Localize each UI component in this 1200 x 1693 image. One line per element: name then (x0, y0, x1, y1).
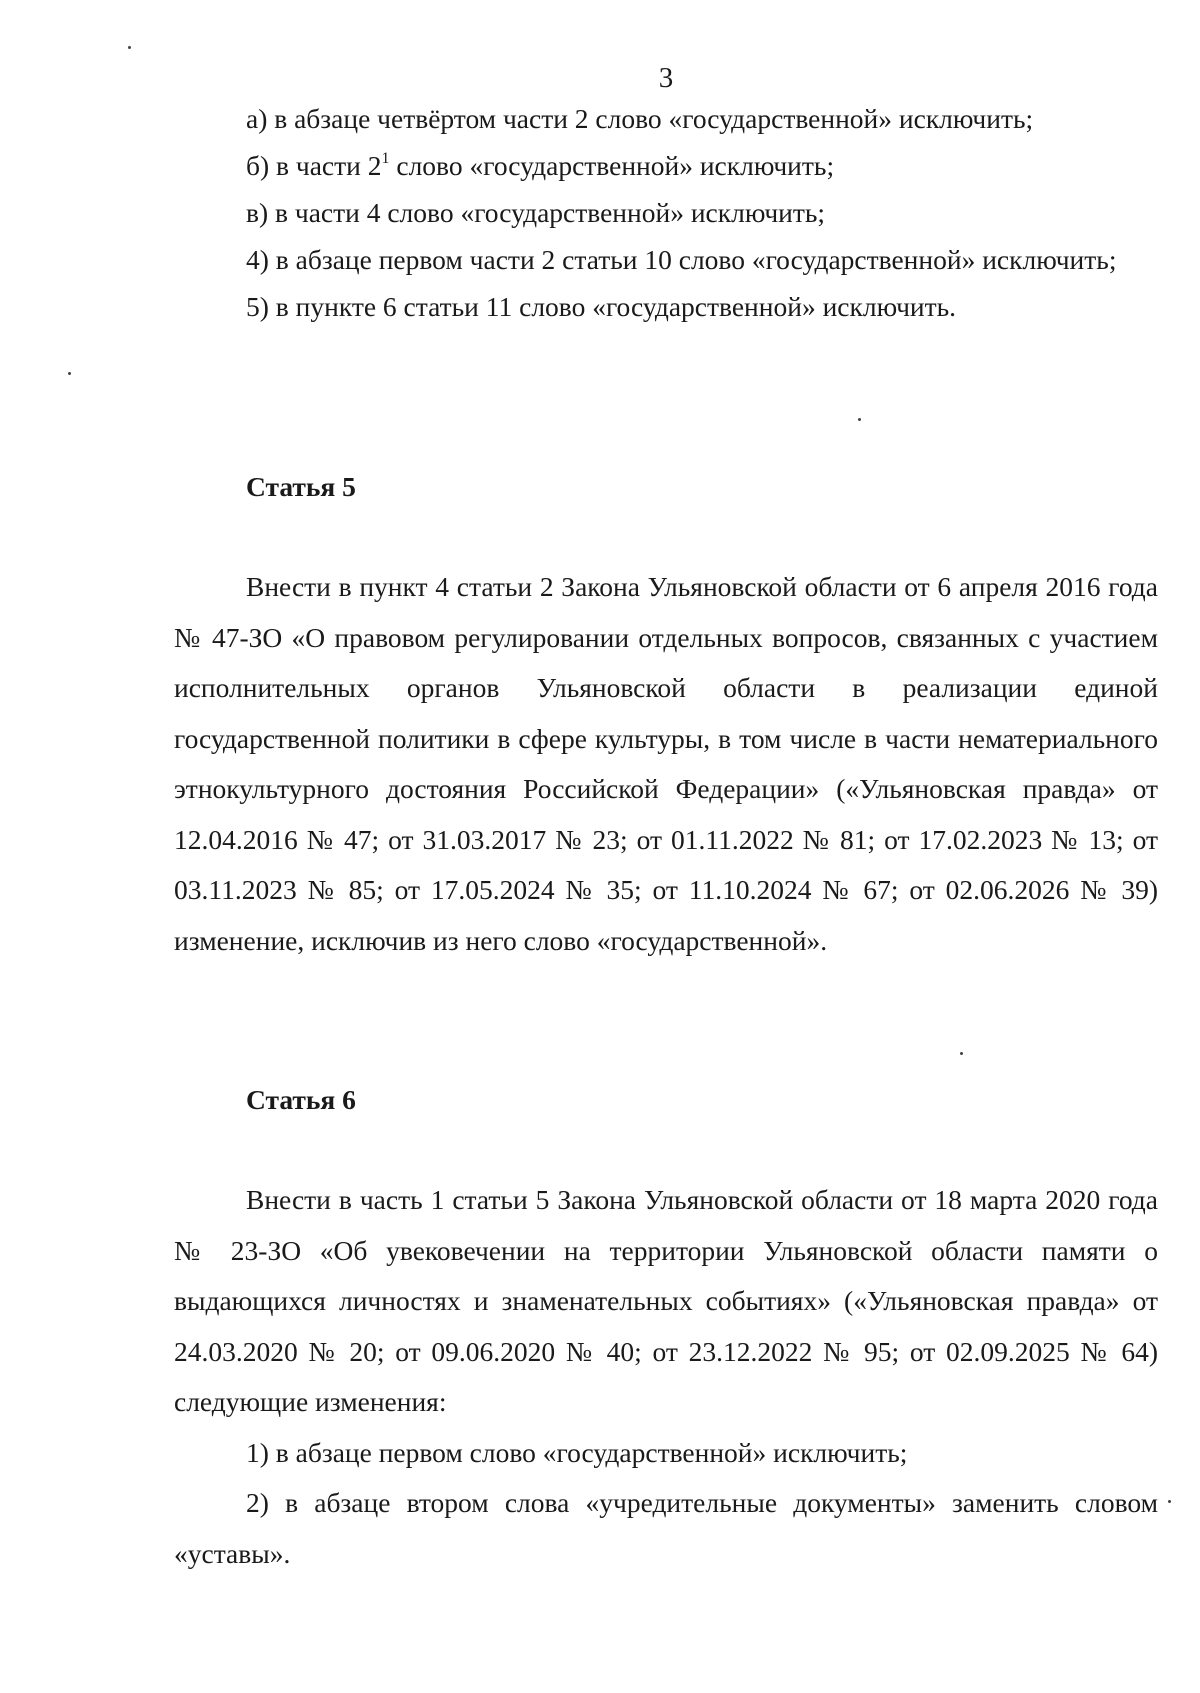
article-5-body (174, 562, 1158, 966)
article-5-text: Внести в пункт 4 статьи 2 Закона Ульяновской области от 6 апреля 2016 года № 47-ЗО «О правовом регулировании отдельных вопросов, связанных с участием исполнительных органов Ульяновской области в реализации единой государственной политики в сфере культуры, в том числе в части нематериального этнокультурного достояния Российской Федерации» («Ульяновская правда» от 12.04.2016 № 47; от 31.03.2017 № 23; от 01.11.2022 № 81; от 17.02.2023 № 13; от 03.11.2023 № 85; от 17.05.2024 № 35; от 11.10.2024 № 67; от 02.06.2026 № 39) изменение, исключив из него слово «государственной». (174, 571, 1158, 956)
scan-speck (128, 46, 131, 49)
amendment-item-v: в) в части 4 слово «государственной» исключить; (246, 197, 826, 228)
amendment-item-5: 5) в пункте 6 статьи 11 слово «государственной» исключить. (246, 291, 957, 322)
amendments-list-top (174, 94, 1158, 332)
article-6-heading: Статья 6 (246, 1084, 356, 1115)
scan-speck (68, 372, 71, 375)
amendment-item-b-prefix: б) в части 2 (246, 150, 382, 181)
amendment-item-4: 4) в абзаце первом части 2 статьи 10 слово «государственной» исключить; (246, 244, 1117, 275)
scan-speck (1168, 1500, 1171, 1503)
article-5-heading: Статья 5 (246, 471, 356, 502)
scan-speck (960, 1052, 963, 1055)
article-6-body (174, 1175, 1158, 1579)
page-number: 3 (658, 62, 674, 94)
article-6-text: Внести в часть 1 статьи 5 Закона Ульяновской области от 18 марта 2020 года № 23-ЗО «Об увековечении на территории Ульяновской области памяти о выдающихся личностях и знаменательных событиях» («Ульяновская правда» от 24.03.2020 № 20; от 09.06.2020 № 40; от 23.12.2022 № 95; от 02.09.2025 № 64) следующие изменения: (174, 1184, 1158, 1417)
amendment-item-a: а) в абзаце четвёртом части 2 слово «государственной» исключить; (246, 103, 1034, 134)
article-6-item-2: 2) в абзаце втором слова «учредительные документы» заменить словом «уставы». (174, 1487, 1158, 1569)
amendment-item-b-suffix: слово «государственной» исключить; (389, 150, 835, 181)
article-6 (174, 1075, 1158, 1125)
amendment-item-b (174, 141, 1158, 191)
article-5 (174, 462, 1158, 512)
superscript-1: 1 (381, 150, 390, 167)
article-6-item-1: 1) в абзаце первом слово «государственной» исключить; (246, 1436, 908, 1468)
scan-speck (858, 418, 861, 421)
